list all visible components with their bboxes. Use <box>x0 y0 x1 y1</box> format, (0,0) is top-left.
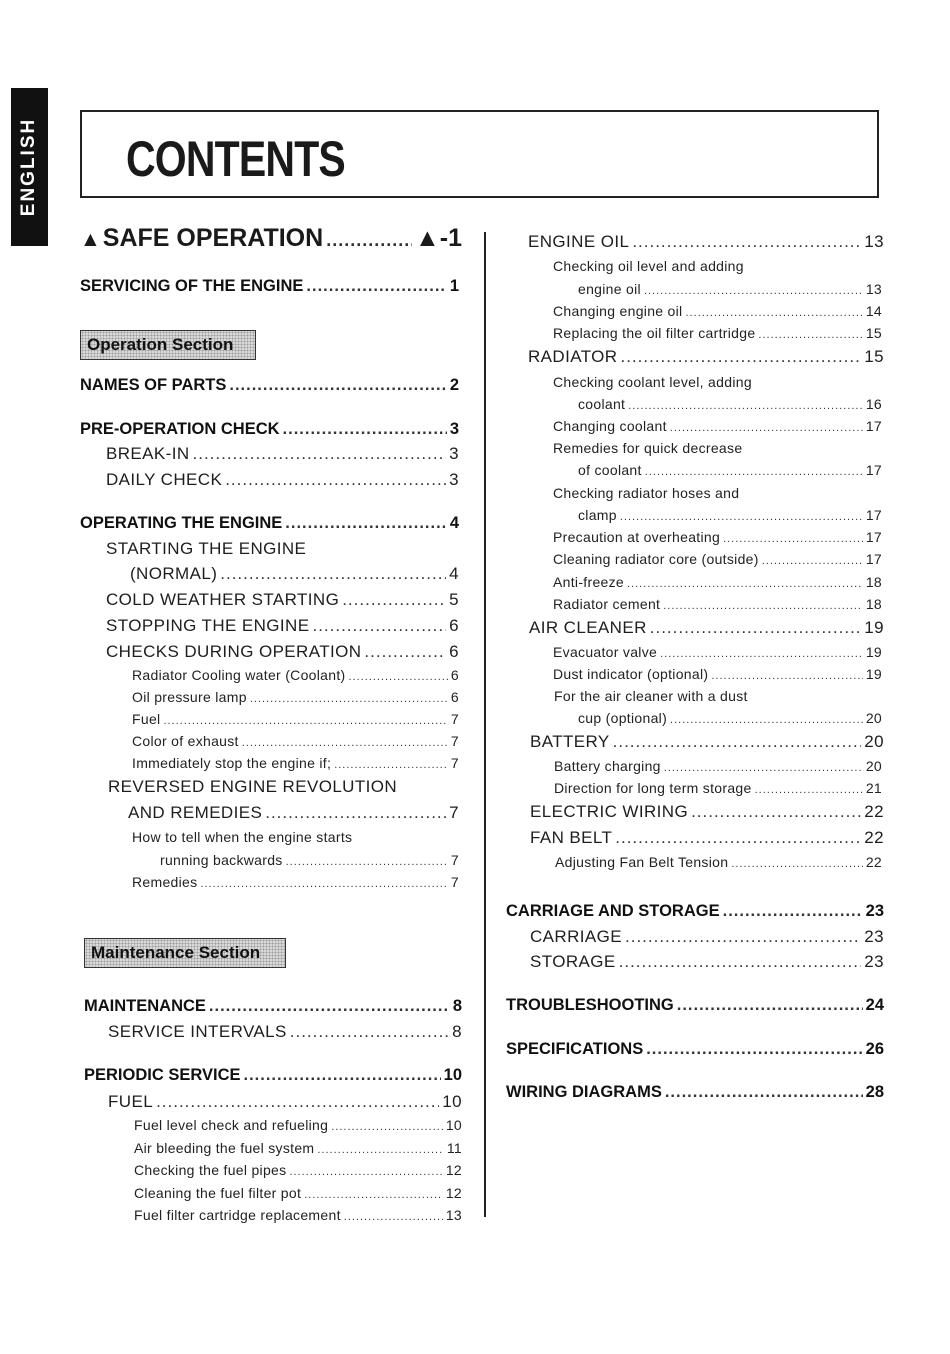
toc-page: 7 <box>450 733 459 749</box>
dot-leader <box>627 578 863 590</box>
dot-leader <box>342 590 446 610</box>
toc-page: 6 <box>449 642 459 661</box>
toc-label: clamp <box>578 507 617 523</box>
dot-leader <box>289 1166 442 1178</box>
page-title: CONTENTS <box>126 131 345 187</box>
toc-entry-pre-operation-check[interactable] <box>80 420 459 439</box>
dot-leader <box>625 927 861 947</box>
toc-page: 12 <box>445 1162 462 1178</box>
toc-entry-fuel-pipes[interactable] <box>134 1162 462 1178</box>
toc-entry-changing-engine-oil[interactable] <box>553 303 882 319</box>
toc-label: STORAGE <box>530 952 616 971</box>
toc-label: Immediately stop the engine if; <box>132 755 332 771</box>
toc-page: 19 <box>865 666 882 682</box>
dot-leader <box>317 1144 443 1156</box>
dot-leader <box>229 376 446 395</box>
toc-entry-fuel-filter-pot[interactable] <box>134 1185 462 1201</box>
toc-label: Air bleeding the fuel system <box>134 1140 315 1156</box>
toc-entry-check-engine-oil[interactable] <box>578 281 882 297</box>
toc-entry-stopping-the-engine[interactable] <box>106 616 459 636</box>
toc-page: 17 <box>865 507 882 523</box>
toc-entry-starting-normal[interactable] <box>130 564 459 584</box>
toc-label: Replacing the oil filter cartridge <box>553 325 756 341</box>
language-tab <box>11 88 48 246</box>
toc-entry-anti-freeze[interactable] <box>553 574 882 590</box>
toc-label: Cleaning the fuel filter pot <box>134 1185 302 1201</box>
dot-leader <box>645 466 863 478</box>
toc-label: MAINTENANCE <box>84 997 206 1015</box>
toc-label: Radiator cement <box>553 596 661 612</box>
toc-page: 22 <box>865 854 882 870</box>
dot-leader <box>286 856 448 868</box>
toc-label-hoses-line1[interactable]: Checking radiator hoses and <box>553 485 740 501</box>
toc-label: SERVICING OF THE ENGINE <box>80 277 304 295</box>
toc-page: 19 <box>864 618 884 637</box>
toc-entry-battery[interactable] <box>530 732 884 752</box>
toc-entry-electric-wiring[interactable] <box>530 802 884 822</box>
dot-leader <box>220 564 446 584</box>
toc-label: TROUBLESHOOTING <box>506 996 674 1014</box>
toc-label: ELECTRIC WIRING <box>530 802 689 821</box>
toc-page: 13 <box>445 1207 462 1223</box>
dot-leader <box>620 511 863 523</box>
toc-entry-radiator-core[interactable] <box>553 551 882 567</box>
dot-leader <box>200 878 447 890</box>
toc-page: 6 <box>450 689 459 705</box>
toc-page: 15 <box>865 325 882 341</box>
toc-label: Precaution at overheating <box>553 529 721 545</box>
column-divider <box>484 232 486 1217</box>
dot-leader <box>250 693 448 705</box>
toc-page: 3 <box>449 444 459 463</box>
toc-page: 20 <box>865 758 882 774</box>
toc-page: 18 <box>865 574 882 590</box>
dot-leader <box>620 347 861 367</box>
dot-leader <box>344 1211 443 1223</box>
toc-label: SPECIFICATIONS <box>506 1040 644 1058</box>
dot-leader <box>193 444 447 464</box>
toc-page: 19 <box>865 644 882 660</box>
toc-entry-fuel-filter-cartridge[interactable] <box>134 1207 462 1223</box>
toc-page: 15 <box>864 347 884 366</box>
toc-entry-cold-weather-starting[interactable] <box>106 590 459 610</box>
dot-leader <box>283 420 447 439</box>
dot-leader <box>644 285 863 297</box>
toc-page: 8 <box>452 997 462 1015</box>
toc-entry-safe-operation[interactable] <box>80 224 462 253</box>
toc-label: Battery charging <box>554 758 661 774</box>
dot-leader <box>306 277 446 296</box>
dot-leader <box>326 230 412 251</box>
toc-entry-air-bleeding[interactable] <box>134 1140 462 1156</box>
toc-page: 28 <box>865 1083 884 1101</box>
toc-page: 3 <box>449 470 459 489</box>
toc-label: CARRIAGE <box>530 927 622 946</box>
dot-leader <box>660 648 863 660</box>
toc-page: 17 <box>865 529 882 545</box>
toc-label: Color of exhaust <box>132 733 239 749</box>
dot-leader <box>619 952 862 972</box>
toc-entry-names-of-parts[interactable] <box>80 376 459 395</box>
toc-entry-engine-oil[interactable] <box>528 232 884 252</box>
toc-label: STOPPING THE ENGINE <box>106 616 310 635</box>
toc-page: 22 <box>864 828 884 847</box>
toc-label-remedies-line1[interactable]: Remedies for quick decrease <box>553 440 743 456</box>
toc-page: 23 <box>864 927 884 946</box>
toc-entry-fuel-check[interactable] <box>132 711 459 727</box>
toc-label: CHECKS DURING OPERATION <box>106 642 362 661</box>
dot-leader <box>364 642 446 662</box>
toc-page: 21 <box>865 780 882 796</box>
toc-label: Remedies <box>132 874 198 890</box>
toc-page: 3 <box>449 420 459 438</box>
toc-page: 10 <box>445 1117 462 1133</box>
page-title-box <box>80 110 879 198</box>
toc-label: Cleaning radiator core (outside) <box>553 551 759 567</box>
toc-label: FUEL <box>108 1092 154 1111</box>
toc-page: 1 <box>449 277 459 295</box>
toc-page: 12 <box>445 1185 462 1201</box>
dot-leader <box>209 997 450 1016</box>
dot-leader <box>265 803 446 823</box>
toc-entry-immediately-stop[interactable] <box>132 755 459 771</box>
dot-leader <box>304 1189 443 1201</box>
toc-label: PERIODIC SERVICE <box>84 1066 241 1084</box>
toc-page: ▲-1 <box>415 224 462 252</box>
toc-label: RADIATOR <box>528 347 618 366</box>
toc-page: 17 <box>865 418 882 434</box>
toc-label: Evacuator valve <box>553 644 658 660</box>
toc-entry-storage[interactable] <box>530 952 884 972</box>
toc-label: Fuel <box>132 711 161 727</box>
toc-label: of coolant <box>578 462 642 478</box>
toc-page: 13 <box>865 281 882 297</box>
dot-leader <box>723 902 863 921</box>
dot-leader <box>163 715 447 727</box>
toc-entry-remedies[interactable] <box>132 874 459 890</box>
toc-label: Fuel level check and refueling <box>134 1117 329 1133</box>
dot-leader <box>334 759 448 771</box>
toc-label: AND REMEDIES <box>128 803 263 822</box>
toc-entry-break-in[interactable] <box>106 444 459 464</box>
dot-leader <box>615 828 861 848</box>
toc-page: 26 <box>865 1040 884 1058</box>
toc-label: WIRING DIAGRAMS <box>506 1083 662 1101</box>
toc-label: Checking the fuel pipes <box>134 1162 287 1178</box>
toc-entry-radiator-coolant[interactable] <box>132 667 459 683</box>
warning-triangle-icon: ▲ <box>80 228 101 251</box>
toc-entry-operating-the-engine[interactable] <box>80 514 459 533</box>
dot-leader <box>242 737 448 749</box>
toc-entry-decrease-of-coolant[interactable] <box>578 462 882 478</box>
toc-entry-battery-charging[interactable] <box>554 758 882 774</box>
toc-entry-maintenance[interactable] <box>84 997 462 1016</box>
toc-label: Changing coolant <box>553 418 667 434</box>
dot-leader <box>628 400 863 412</box>
toc-entry-color-of-exhaust[interactable] <box>132 733 459 749</box>
toc-label: Dust indicator (optional) <box>553 666 709 682</box>
toc-entry-carriage[interactable] <box>530 927 884 947</box>
dot-leader <box>711 670 862 682</box>
toc-entry-carriage-and-storage[interactable] <box>506 902 884 921</box>
toc-label: DAILY CHECK <box>106 470 223 489</box>
toc-page: 7 <box>450 711 459 727</box>
language-tab-label: ENGLISH <box>18 117 40 217</box>
toc-label-howto-line1[interactable]: How to tell when the engine starts <box>132 829 353 845</box>
toc-entry-long-term-storage[interactable] <box>554 780 882 796</box>
maintenance-section-badge <box>84 938 286 968</box>
toc-label: FAN BELT <box>530 828 613 847</box>
toc-label: OPERATING THE ENGINE <box>80 514 283 532</box>
toc-page: 6 <box>449 616 459 635</box>
dot-leader <box>758 329 862 341</box>
toc-label: NAMES OF PARTS <box>80 376 227 394</box>
toc-page: 7 <box>449 803 459 822</box>
toc-entry-specifications[interactable] <box>506 1040 884 1059</box>
toc-entry-service-intervals[interactable] <box>108 1022 462 1042</box>
toc-entry-check-coolant[interactable] <box>578 396 882 412</box>
toc-label: coolant <box>578 396 626 412</box>
toc-label: CARRIAGE AND STORAGE <box>506 902 720 920</box>
dot-leader <box>677 996 863 1015</box>
toc-entry-overheating[interactable] <box>553 529 882 545</box>
toc-entry-fuel[interactable] <box>108 1092 462 1112</box>
toc-page: 10 <box>442 1092 462 1111</box>
dot-leader <box>156 1092 439 1112</box>
dot-leader <box>225 470 446 490</box>
toc-page: 4 <box>449 514 459 532</box>
toc-page: 4 <box>449 564 459 583</box>
toc-page: 7 <box>450 852 459 868</box>
toc-page: 14 <box>865 303 882 319</box>
dot-leader <box>348 671 447 683</box>
toc-label: BREAK-IN <box>106 444 190 463</box>
operation-section-badge <box>80 330 256 360</box>
toc-page: 18 <box>865 596 882 612</box>
toc-label: Oil pressure lamp <box>132 689 247 705</box>
toc-label: PRE-OPERATION CHECK <box>80 420 280 438</box>
toc-entry-dust-cup[interactable] <box>578 710 882 726</box>
toc-entry-daily-check[interactable] <box>106 470 459 490</box>
toc-label: ENGINE OIL <box>528 232 630 251</box>
toc-page: 10 <box>443 1066 462 1084</box>
toc-entry-air-cleaner[interactable] <box>529 618 884 638</box>
toc-entry-radiator[interactable] <box>528 347 884 367</box>
toc-page: 17 <box>865 551 882 567</box>
dot-leader <box>613 732 862 752</box>
toc-entry-fan-belt-tension[interactable] <box>555 854 882 870</box>
toc-label: engine oil <box>578 281 641 297</box>
toc-label-check-coolant-line1[interactable]: Checking coolant level, adding <box>553 374 752 390</box>
toc-entry-wiring-diagrams[interactable] <box>506 1083 884 1102</box>
toc-page: 7 <box>450 874 459 890</box>
toc-label-dust-cup-line1[interactable]: For the air cleaner with a dust <box>554 688 748 704</box>
toc-page: 23 <box>865 902 884 920</box>
dot-leader <box>663 600 863 612</box>
dot-leader <box>755 784 863 796</box>
toc-entry-dust-indicator[interactable] <box>553 666 882 682</box>
toc-entry-evacuator-valve[interactable] <box>553 644 882 660</box>
toc-page: 22 <box>864 802 884 821</box>
section-badge-label: Operation Section <box>87 335 234 354</box>
section-badge-label: Maintenance Section <box>91 943 261 962</box>
toc-page: 2 <box>449 376 459 394</box>
toc-entry-fan-belt[interactable] <box>530 828 884 848</box>
toc-entry-running-backwards[interactable] <box>160 852 459 868</box>
toc-page: 24 <box>865 996 884 1014</box>
toc-page: 5 <box>449 590 459 609</box>
toc-label: AIR CLEANER <box>529 618 647 637</box>
toc-entry-oil-pressure-lamp[interactable] <box>132 689 459 705</box>
dot-leader <box>731 858 863 870</box>
dot-leader <box>665 1083 863 1102</box>
toc-entry-checks-during-operation[interactable] <box>106 642 459 662</box>
dot-leader <box>670 422 863 434</box>
toc-label: Anti-freeze <box>553 574 624 590</box>
toc-label: SAFE OPERATION <box>102 224 324 252</box>
toc-label: Adjusting Fan Belt Tension <box>555 854 729 870</box>
dot-leader <box>290 1022 449 1042</box>
toc-label: (NORMAL) <box>130 564 218 583</box>
toc-label: Fuel filter cartridge replacement <box>134 1207 341 1223</box>
dot-leader <box>646 1040 862 1059</box>
toc-label: SERVICE INTERVALS <box>108 1022 287 1041</box>
toc-label: COLD WEATHER STARTING <box>106 590 340 609</box>
toc-label: Changing engine oil <box>553 303 683 319</box>
toc-entry-troubleshooting[interactable] <box>506 996 884 1015</box>
toc-entry-periodic-service[interactable] <box>84 1066 462 1085</box>
dot-leader <box>762 555 863 567</box>
dot-leader <box>331 1121 443 1133</box>
dot-leader <box>243 1066 440 1085</box>
toc-label: BATTERY <box>530 732 610 751</box>
dot-leader <box>664 762 863 774</box>
toc-page: 17 <box>865 462 882 478</box>
toc-label: Direction for long term storage <box>554 780 752 796</box>
dot-leader <box>650 618 862 638</box>
toc-page: 23 <box>864 952 884 971</box>
dot-leader <box>632 232 861 252</box>
dot-leader <box>285 514 447 533</box>
toc-entry-reversed-remedies[interactable] <box>128 803 459 823</box>
toc-entry-hoses-clamp[interactable] <box>578 507 882 523</box>
toc-label: running backwards <box>160 852 283 868</box>
toc-page: 7 <box>450 755 459 771</box>
toc-page: 20 <box>865 710 882 726</box>
dot-leader <box>670 714 863 726</box>
toc-page: 6 <box>450 667 459 683</box>
dot-leader <box>691 802 861 822</box>
dot-leader <box>312 616 446 636</box>
dot-leader <box>685 307 862 319</box>
dot-leader <box>723 533 863 545</box>
toc-page: 11 <box>446 1140 462 1156</box>
toc-label: Radiator Cooling water (Coolant) <box>132 667 346 683</box>
toc-label: cup (optional) <box>578 710 668 726</box>
toc-entry-oil-filter[interactable] <box>553 325 882 341</box>
toc-entry-fuel-level-check[interactable] <box>134 1117 462 1133</box>
toc-page: 8 <box>452 1022 462 1041</box>
toc-page: 20 <box>864 732 884 751</box>
toc-entry-radiator-cement[interactable] <box>553 596 882 612</box>
toc-page: 13 <box>864 232 884 251</box>
toc-label-reversed-line1[interactable]: REVERSED ENGINE REVOLUTION <box>108 777 398 796</box>
toc-label-starting-line1[interactable]: STARTING THE ENGINE <box>106 539 307 558</box>
toc-page: 16 <box>865 396 882 412</box>
toc-entry-servicing[interactable] <box>80 277 459 296</box>
toc-label-check-oil-line1[interactable]: Checking oil level and adding <box>553 258 744 274</box>
toc-entry-changing-coolant[interactable] <box>553 418 882 434</box>
